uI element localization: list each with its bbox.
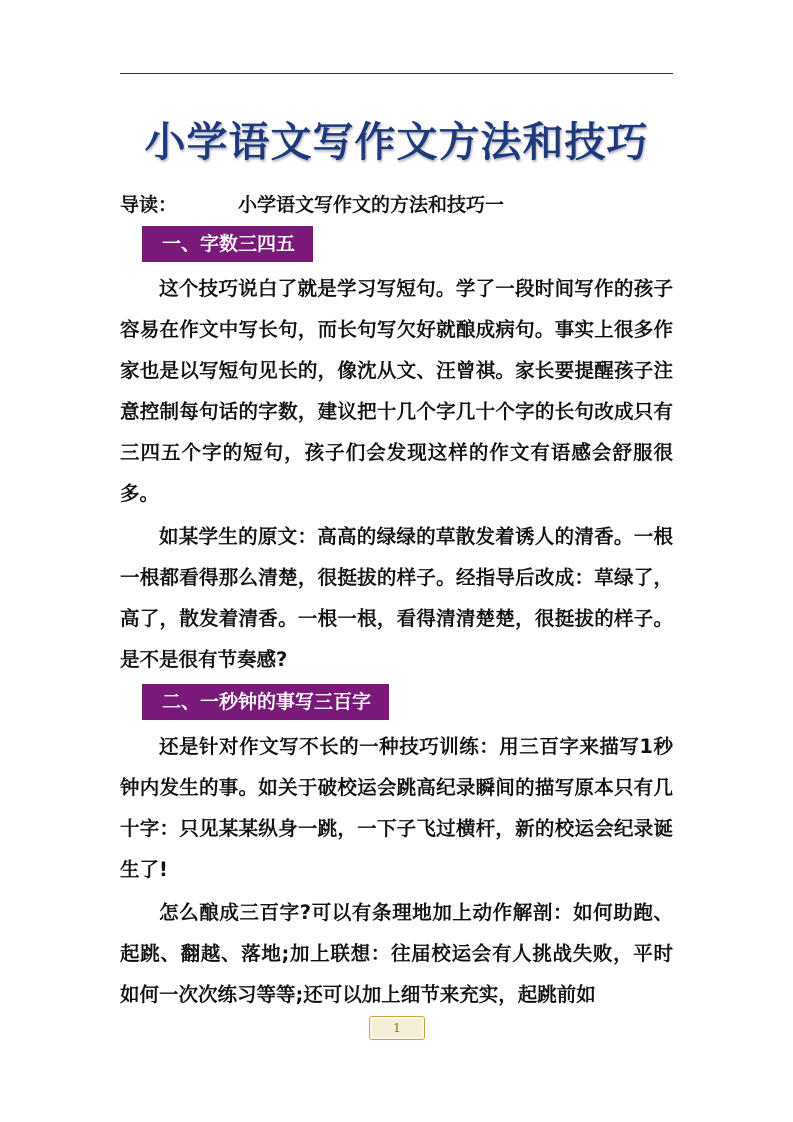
lead-text: 小学语文写作文的方法和技巧一 <box>238 194 505 216</box>
document-title: 小学语文写作文方法和技巧 <box>144 118 649 166</box>
section-heading-2: 二、一秒钟的事写三百字 <box>142 684 389 720</box>
paragraph-1: 这个技巧说白了就是学习写短句。学了一段时间写作的孩子容易在作文中写长句，而长句写欠好就酿成病句。事实上很多作家也是以写短句见长的，像沈从文、汪曾祺。家长要提醒孩子注意控制每句话的字数，建议把十几个字几十个字的长句改成只有三四五个字的短句，孩子们会发现这样的作文有语感会舒服很多。 <box>120 277 673 505</box>
header-rule <box>120 73 673 74</box>
lead-label: 导读： <box>120 194 178 216</box>
lead-line <box>120 190 673 220</box>
page-number: 1 <box>369 1016 425 1040</box>
section-heading-1: 一、字数三四五 <box>142 226 313 262</box>
paragraph-3: 还是针对作文写不长的一种技巧训练：用三百字来描写1秒钟内发生的事。如关于破校运会跳高纪录瞬间的描写原本只有几十字：只见某某纵身一跳，一下子飞过横杆，新的校运会纪录诞生了! <box>120 735 673 881</box>
paragraph-2: 如某学生的原文：高高的绿绿的草散发着诱人的清香。一根一根都看得那么清楚，很挺拔的样子。经指导后改成：草绿了，高了，散发着清香。一根一根，看得清清楚楚，很挺拔的样子。是不是很有节奏感? <box>120 525 673 671</box>
paragraph-4: 怎么酿成三百字?可以有条理地加上动作解剖：如何助跑、起跳、翻越、落地;加上联想：往届校运会有人挑战失败，平时如何一次次练习等等;还可以加上细节来充实，起跳前如 <box>120 901 673 1006</box>
